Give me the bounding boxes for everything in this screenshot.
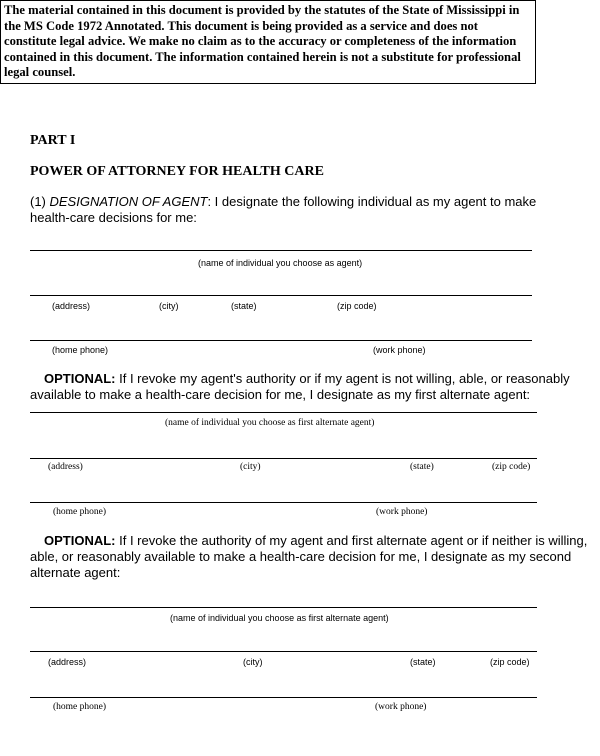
alternate1-phone-field[interactable] <box>30 502 537 503</box>
disclaimer-line: contained in this document. The information contained herein is not a substitute for professional <box>4 49 521 64</box>
alternate2-work-phone-label: (work phone) <box>375 702 427 712</box>
alternate2-paragraph-line1 <box>44 533 587 548</box>
alternate1-state-label: (state) <box>410 462 434 472</box>
alternate2-phone-field[interactable] <box>30 697 537 698</box>
agent-phone-field[interactable] <box>30 340 532 341</box>
agent-city-label: (city) <box>159 301 179 311</box>
agent-state-label: (state) <box>231 301 257 311</box>
part-heading: PART I <box>30 133 76 148</box>
alternate2-text: If I revoke the authority of my agent and first alternate agent or if neither is willing, <box>115 533 588 548</box>
alternate1-paragraph-line1 <box>44 371 570 386</box>
disclaimer-line: legal counsel. <box>4 65 76 80</box>
agent-address-label: (address) <box>52 301 91 311</box>
alternate1-name-field[interactable] <box>30 412 537 413</box>
disclaimer-line: the MS Code 1972 Annotated. This document is being provided as a service and does not <box>4 18 478 33</box>
alternate2-zip-label: (zip code) <box>490 657 530 667</box>
alternate2-home-phone-label: (home phone) <box>53 702 107 712</box>
agent-zip-label: (zip code) <box>337 301 377 311</box>
alternate1-paragraph-line2: available to make a health-care decision for me, I designate as my first alternate agent: <box>30 387 531 402</box>
alternate1-address-field[interactable] <box>30 458 537 459</box>
designation-label: DESIGNATION OF AGENT <box>49 194 208 209</box>
section-title: POWER OF ATTORNEY FOR HEALTH CARE <box>30 164 324 179</box>
agent-name-field[interactable] <box>30 250 532 251</box>
alternate2-address-field[interactable] <box>30 651 537 652</box>
designation-text: : I designate the following individual as my agent to make <box>207 194 537 209</box>
alternate2-city-label: (city) <box>243 657 263 667</box>
disclaimer-line: constitute legal advice. We make no claim as to the accuracy or completeness of the information <box>4 34 517 49</box>
agent-address-field[interactable] <box>30 295 532 296</box>
disclaimer-box <box>0 0 536 84</box>
alternate2-name-label: (name of individual you choose as first alternate agent) <box>170 613 389 623</box>
designation-number: (1) <box>30 194 50 209</box>
optional-label: OPTIONAL: <box>44 533 116 548</box>
agent-work-phone-label: (work phone) <box>373 345 426 355</box>
designation-paragraph-line1 <box>30 194 536 209</box>
alternate1-address-label: (address) <box>48 462 83 472</box>
alternate1-zip-label: (zip code) <box>492 462 531 472</box>
alternate2-state-label: (state) <box>410 657 436 667</box>
disclaimer-line: The material contained in this document is provided by the statutes of the State of Mississippi in <box>4 3 520 17</box>
alternate2-paragraph-line3: alternate agent: <box>30 565 121 580</box>
agent-home-phone-label: (home phone) <box>52 345 109 355</box>
alternate2-name-field[interactable] <box>30 607 537 608</box>
agent-name-label: (name of individual you choose as agent) <box>198 258 363 268</box>
alternate1-name-label: (name of individual you choose as first alternate agent) <box>165 418 375 428</box>
alternate2-paragraph-line2: able, or reasonably available to make a health-care decision for me, I designate as my second <box>30 549 572 564</box>
alternate1-work-phone-label: (work phone) <box>376 507 428 517</box>
alternate1-text: If I revoke my agent's authority or if my agent is not willing, able, or reasonably <box>115 371 570 386</box>
alternate1-home-phone-label: (home phone) <box>53 507 107 517</box>
alternate1-city-label: (city) <box>240 462 261 472</box>
optional-label: OPTIONAL: <box>44 371 116 386</box>
alternate2-address-label: (address) <box>48 657 87 667</box>
designation-paragraph-line2: health-care decisions for me: <box>30 210 197 225</box>
